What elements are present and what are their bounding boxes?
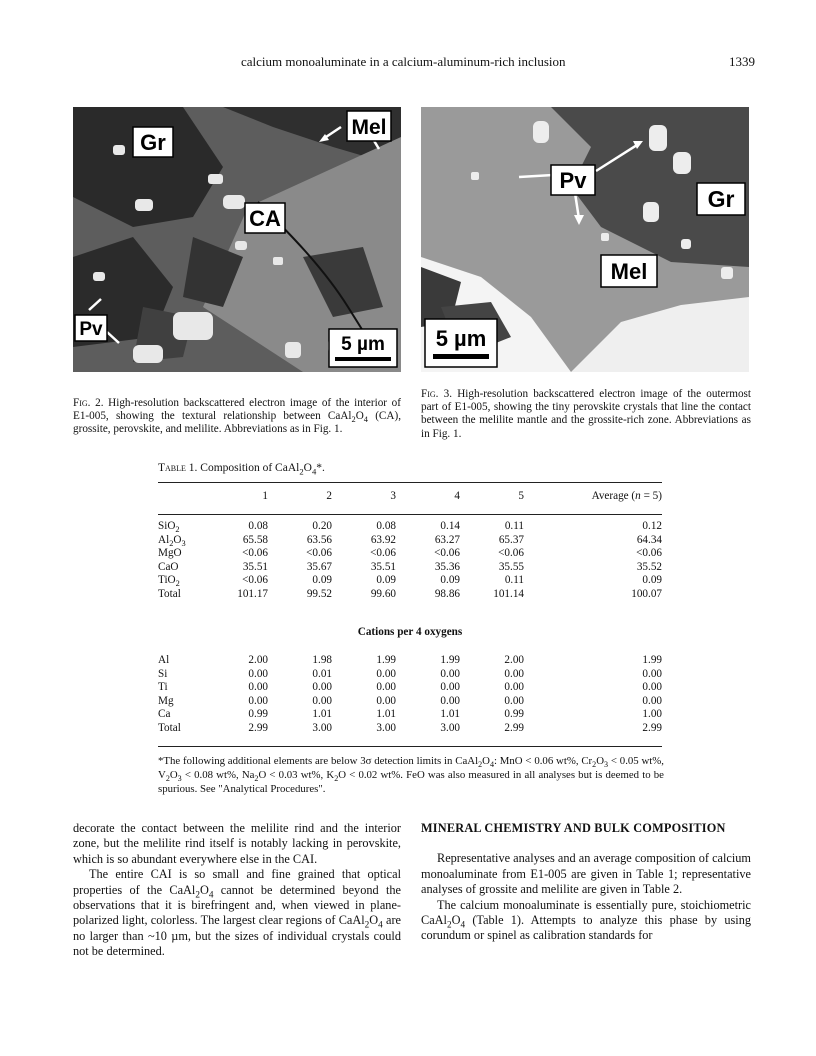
table-cell: 99.60 [370, 587, 396, 600]
fig2-mel-label: Mel [351, 116, 387, 139]
table-cell: 35.67 [306, 560, 332, 573]
table-cell: 0.00 [376, 667, 396, 680]
table-col-header: 1 [262, 490, 268, 502]
row-label: Mg [158, 694, 174, 707]
table-cell: 2.99 [642, 721, 662, 734]
cation-heading: Cations per 4 oxygens [357, 626, 463, 638]
table-cell: 0.20 [312, 520, 332, 532]
table-cell: 3.00 [312, 721, 332, 734]
table-cell: 35.52 [636, 560, 662, 573]
figure-3-caption-text: High-resolution backscattered electron image of the outermost part of E1-005, showing the tiny perovskite crystals that line the contact between the melilite mantle and the grossite-rich zone. Abbreviations as in Fig. 1. [421, 388, 752, 440]
table-row [158, 681, 662, 695]
table-cell: 1.98 [312, 654, 332, 666]
table-row [158, 520, 662, 534]
table-row [158, 588, 662, 602]
figure-2-caption-text: High-resolution backscattered electron image of the interior of E1-005, showing the textural relationship between $CaAl_2O_4$ (CA), grossite, perovskite, and melilite. Abbreviations as in Fig. 1. [73, 397, 401, 436]
row-label: SiO$_2$ [158, 520, 180, 535]
table-cell: 0.09 [312, 574, 332, 587]
table-cell: 63.92 [370, 533, 396, 546]
table-cell: <0.06 [306, 547, 332, 560]
running-title: calcium monoaluminate in a calcium-aluminum-rich inclusion [241, 54, 566, 69]
row-label: $Al_2O_3$ [158, 533, 186, 548]
fig2-ca-label: CA [249, 206, 281, 231]
figure-2-caption [73, 397, 401, 437]
table-cell: 0.00 [312, 681, 332, 694]
left-paragraph-2: The entire CAI is so small and fine grained that optical properties of the $CaAl_2O_4$ cannot be determined beyond the observations that it is birefringent and, when viewed in plane-polarized light, colorless. The largest clear regions of $CaAl_2O_4$ are no larger than ~10 µm, but the sizes of individual crystals could not be determined. [73, 867, 401, 959]
table-cell: 0.00 [504, 681, 524, 694]
table-cell: 0.00 [504, 667, 524, 680]
table-cell: 2.99 [504, 721, 524, 734]
table-cell: 0.00 [642, 667, 662, 680]
right-paragraph-1: Representative analyses and an average composition of calcium monoaluminate from E1-005 are given in Table 1; representative analyses of grossite and melilite are given in Table 2. [421, 851, 751, 897]
table-1-header [158, 490, 662, 504]
table-cell: <0.06 [370, 547, 396, 560]
table-col-header [158, 490, 214, 504]
table-cell: 1.99 [642, 654, 662, 666]
table-cell: 2.00 [504, 654, 524, 666]
table-row [158, 708, 662, 722]
table-1-cations [158, 654, 662, 736]
table-top-rule [158, 482, 662, 483]
table-footnote: *The following additional elements are below 3σ detection limits in $CaAl_2O_4$: MnO < 0.06 wt%, $Cr_2O_3 < 0.05$ wt%, $V_2O_3 < 0.08$ wt%, $Na_2O < 0.03$ wt%, $K_2O < 0.02$ wt%. FeO was also measured in all analyses but is deemed to be spurious. See "Analytical Procedures". [158, 755, 664, 795]
left-paragraph-1: decorate the contact between the melilite rind and the interior zone, but the melilite rind itself is notably lacking in perovskite, which is so abundant everywhere else in the CAI. [73, 821, 401, 866]
table-cell: 0.01 [312, 667, 332, 680]
table-cell: <0.06 [242, 574, 268, 587]
table-cell: 101.14 [493, 587, 524, 600]
table-row [158, 722, 662, 736]
table-cell: 2.00 [248, 654, 268, 666]
table-cell: 0.11 [504, 574, 524, 587]
table-row [158, 534, 662, 548]
table-cell: 63.27 [434, 533, 460, 546]
table-1-title [158, 462, 325, 477]
table-1-oxides [158, 520, 662, 602]
table-header-rule [158, 514, 662, 515]
section-heading: MINERAL CHEMISTRY AND BULK COMPOSITION [421, 821, 726, 835]
row-label: Ca [158, 708, 171, 721]
table-cell: 65.37 [498, 533, 524, 546]
table-cell: 0.00 [248, 681, 268, 694]
fig3-gr-label: Gr [707, 186, 735, 212]
figure-2-image [73, 107, 401, 372]
table-cell: <0.06 [636, 547, 662, 560]
row-label: Total [158, 587, 181, 600]
table-cell: 0.09 [440, 574, 460, 587]
row-label: MgO [158, 547, 182, 560]
page-number: 1339 [729, 54, 755, 69]
table-cell: 1.99 [376, 654, 396, 666]
table-bottom-rule [158, 746, 662, 747]
table-cell: 64.34 [636, 533, 662, 546]
figure-2-caption-lead: Fig. 2. [73, 397, 104, 409]
table-1-title-text: Composition of $CaAl_2O_4*$. [197, 462, 325, 477]
table-row [158, 668, 662, 682]
row-label: Al [158, 654, 170, 666]
table-col-header: 4 [454, 490, 460, 502]
table-cell: 0.09 [376, 574, 396, 587]
table-cell: 3.00 [376, 721, 396, 734]
row-label: Total [158, 721, 181, 734]
table-1-title-lead: Table 1. [158, 462, 198, 474]
table-cell: 35.36 [434, 560, 460, 573]
table-row [158, 574, 662, 588]
table-cell: 0.08 [376, 520, 396, 532]
table-cell: 0.14 [440, 520, 460, 532]
table-cell: 1.01 [440, 708, 460, 721]
table-cell: 0.00 [248, 667, 268, 680]
row-label: Si [158, 667, 168, 680]
table-cell: 0.09 [642, 574, 662, 587]
table-col-header: Average (n = 5) [591, 490, 662, 502]
row-label: Ti [158, 681, 168, 694]
table-cell: 35.51 [370, 560, 396, 573]
figure-3-image [421, 107, 749, 372]
table-col-header: 3 [390, 490, 396, 502]
table-cell: 1.01 [312, 708, 332, 721]
table-cell: 35.51 [242, 560, 268, 573]
table-cell: 0.00 [504, 694, 524, 707]
table-cell: 0.00 [440, 667, 460, 680]
table-header-row [158, 490, 662, 504]
table-cell: 3.00 [440, 721, 460, 734]
table-cell: 35.55 [498, 560, 524, 573]
table-cell: 1.01 [376, 708, 396, 721]
table-cell: 0.00 [440, 681, 460, 694]
table-cell: 0.00 [312, 694, 332, 707]
table-cell: 0.12 [642, 520, 662, 532]
table-cell: <0.06 [242, 547, 268, 560]
right-paragraph-2: The calcium monoaluminate is essentially pure, stoichiometric $CaAl_2O_4$ (Table 1). Attempts to analyze this phase by using corundum or spinel as calibration standards for [421, 897, 751, 943]
figure-3-caption-lead: Fig. 3. [421, 388, 453, 400]
table-cell: 65.58 [242, 533, 268, 546]
table-cell: 0.99 [248, 708, 268, 721]
fig2-scale-label: 5 µm [341, 334, 385, 355]
table-cell: 0.08 [248, 520, 268, 532]
fig3-mel-label: Mel [610, 259, 648, 284]
row-label: CaO [158, 560, 179, 573]
table-cell: 100.07 [631, 587, 662, 600]
fig2-gr-label: Gr [140, 130, 166, 155]
table-cell: 2.99 [248, 721, 268, 734]
figure-3-caption [421, 388, 751, 441]
table-cell: 0.00 [376, 681, 396, 694]
row-label: TiO$_2$ [158, 574, 180, 589]
table-cell: 0.00 [248, 694, 268, 707]
table-cell: 0.00 [642, 681, 662, 694]
table-cell: 63.56 [306, 533, 332, 546]
table-cell: 0.99 [504, 708, 524, 721]
table-cell: <0.06 [434, 547, 460, 560]
table-col-header: 2 [326, 490, 332, 502]
table-cell: 0.11 [504, 520, 524, 532]
table-cell: 1.00 [642, 708, 662, 721]
fig3-scale-label: 5 µm [435, 326, 487, 351]
fig2-scale-bar [335, 357, 391, 361]
table-row [158, 695, 662, 709]
table-row [158, 654, 662, 668]
table-row [158, 547, 662, 561]
table-cell: 98.86 [434, 587, 460, 600]
table-col-header: 5 [518, 490, 524, 502]
table-cell: 0.00 [376, 694, 396, 707]
table-cell: 1.99 [440, 654, 460, 666]
left-column [73, 821, 401, 960]
right-column [421, 821, 751, 944]
table-cell: 0.00 [440, 694, 460, 707]
table-cell: 99.52 [306, 587, 332, 600]
fig3-pv-label: Pv [559, 168, 587, 193]
fig2-pv-label: Pv [79, 319, 103, 340]
table-cell: <0.06 [498, 547, 524, 560]
table-row [158, 561, 662, 575]
fig3-scale-bar [433, 354, 489, 359]
table-cell: 0.00 [642, 694, 662, 707]
table-cell: 101.17 [237, 587, 268, 600]
